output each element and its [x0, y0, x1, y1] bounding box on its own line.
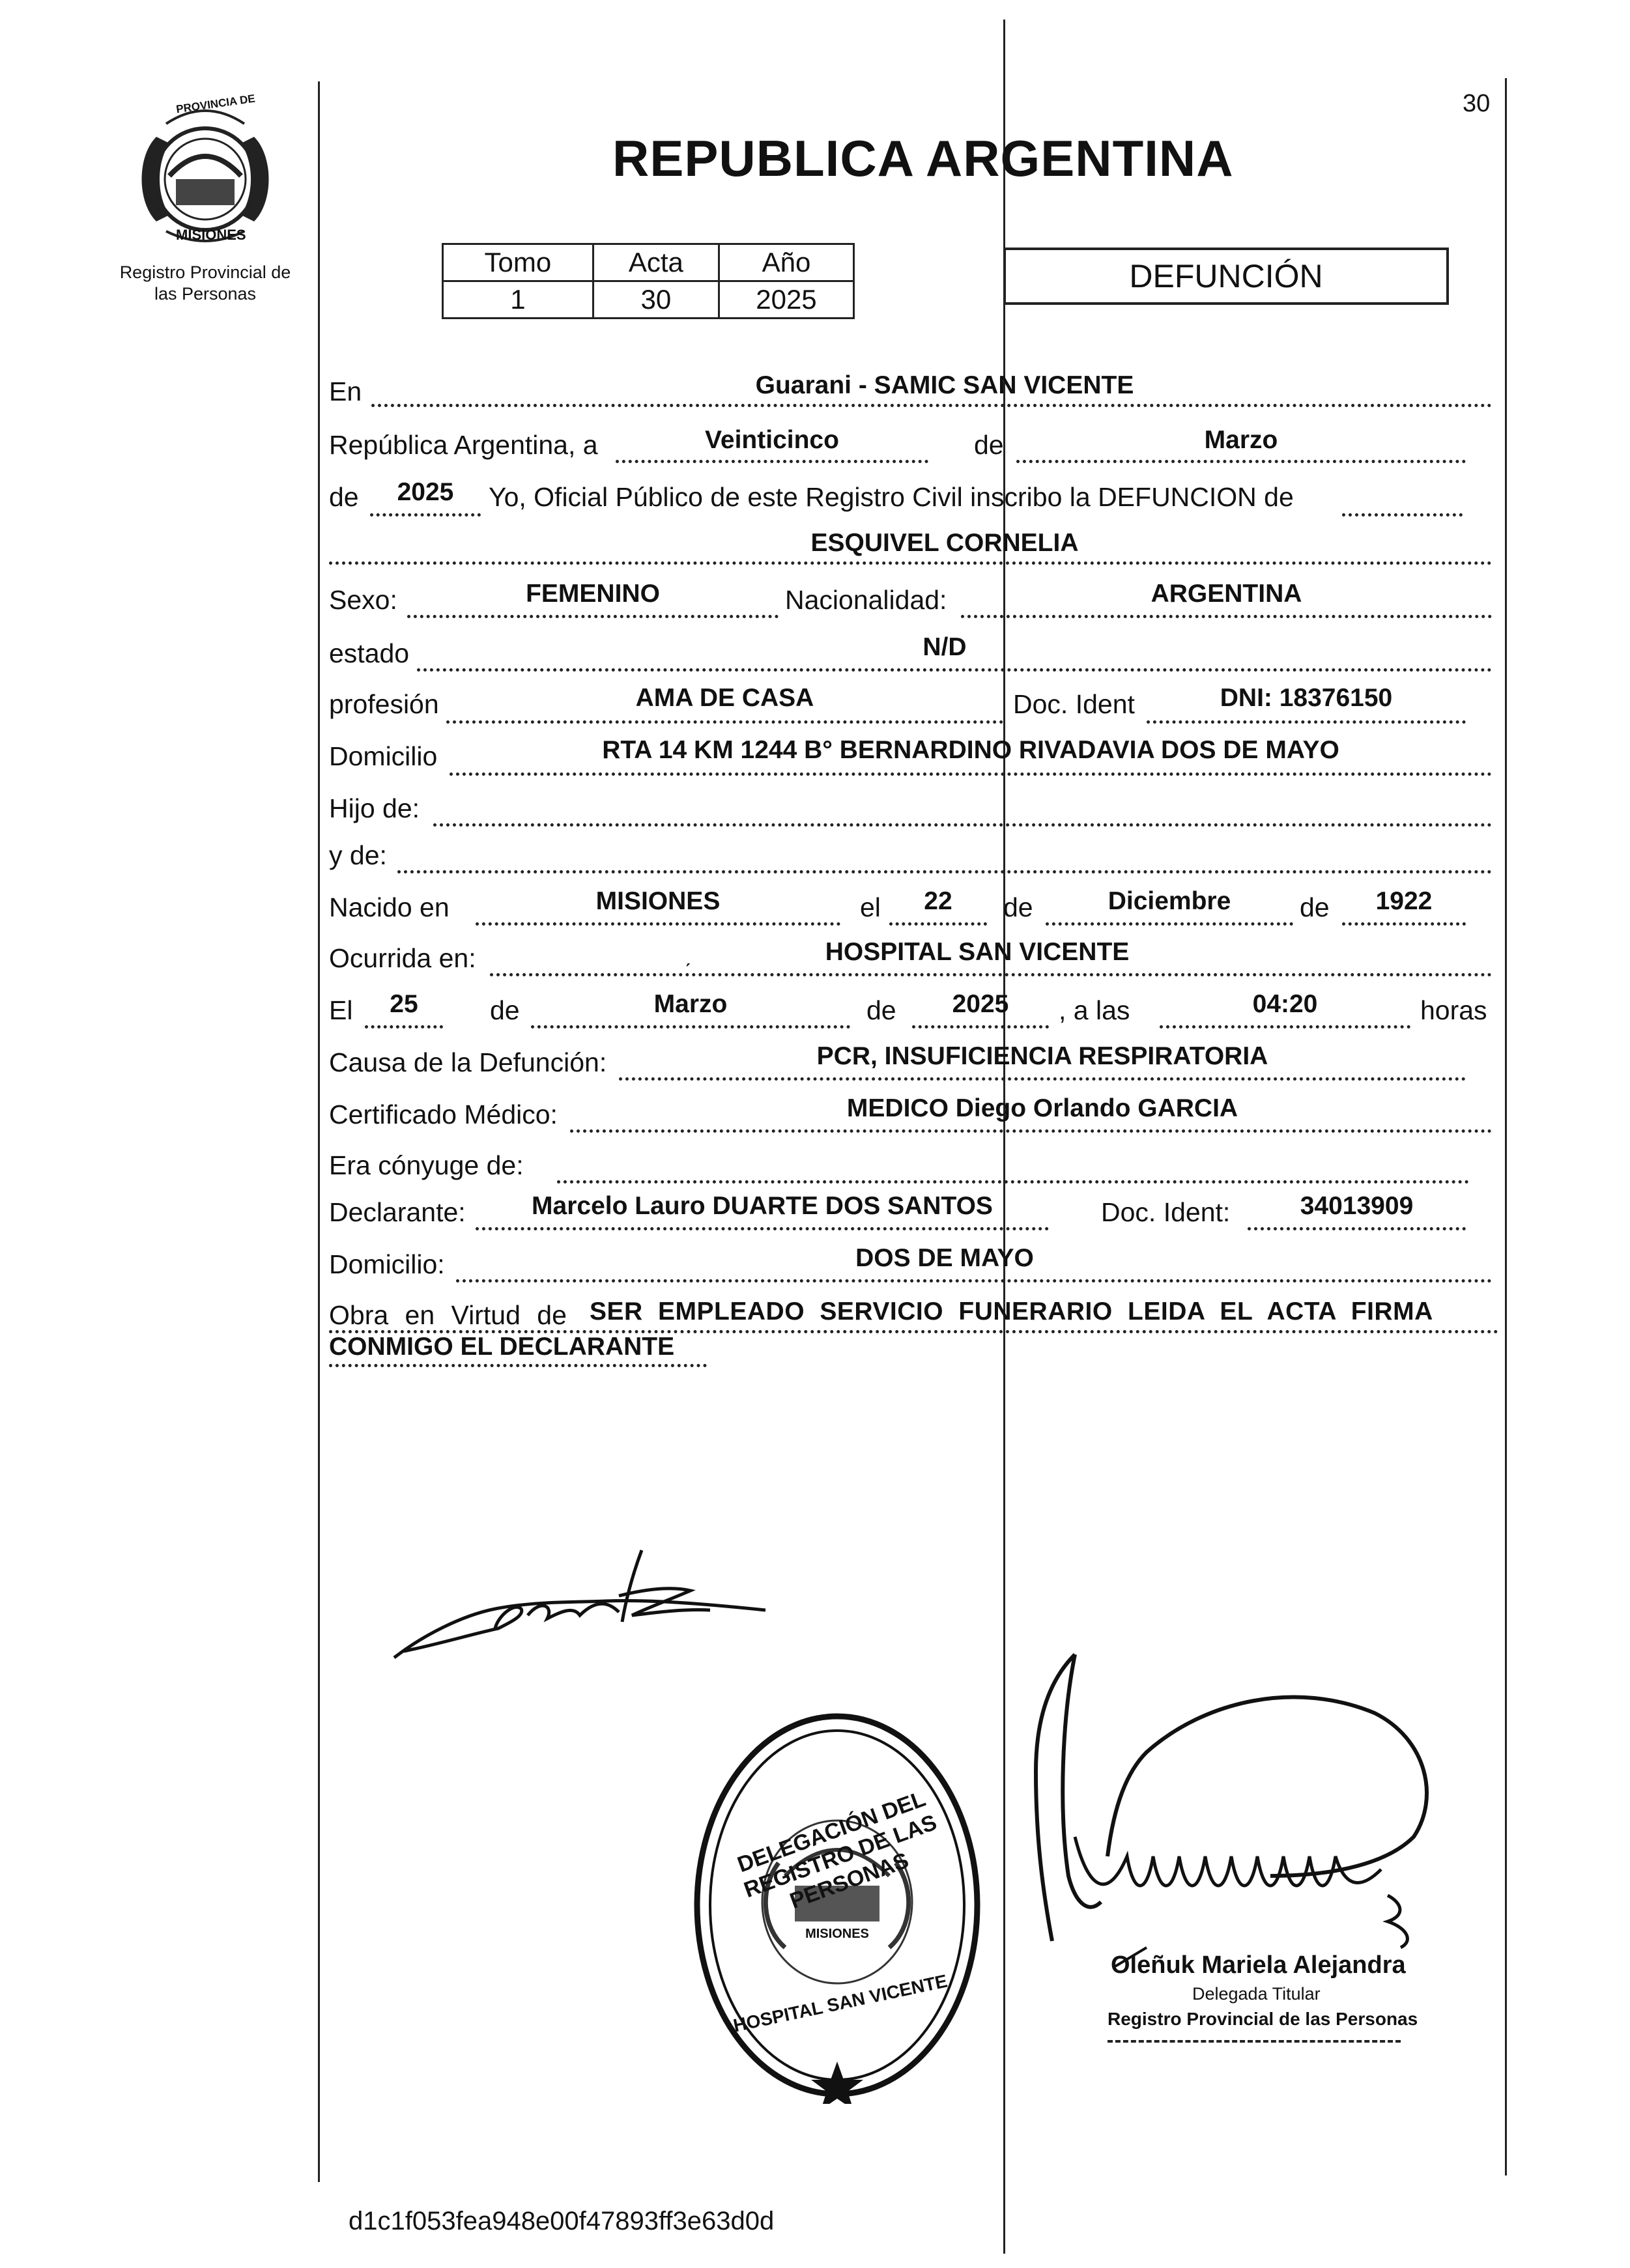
sexo-value: FEMENINO	[526, 580, 660, 608]
domicilio2-label: Domicilio:	[329, 1249, 445, 1279]
def-el-label: El	[329, 995, 353, 1025]
certificado-label: Certificado Médico:	[329, 1099, 558, 1129]
hijo-label: Hijo de:	[329, 793, 420, 823]
nacido-mes-line	[1046, 922, 1293, 926]
ocurrida-mark: ˏ	[684, 943, 691, 967]
office-name: Registro Provincial de las Personas	[119, 262, 291, 304]
acta-header: Acta	[593, 244, 719, 281]
registry-table	[442, 243, 855, 319]
domicilio-label: Domicilio	[329, 741, 438, 771]
def-de-label-2: de	[866, 995, 896, 1025]
nacido-label: Nacido en	[329, 892, 450, 922]
nacido-anio: 1922	[1375, 887, 1433, 915]
horas-label: horas	[1420, 995, 1487, 1025]
official-signature	[997, 1641, 1479, 1967]
domicilio2-line	[456, 1279, 1492, 1283]
seal-text-bottom: MISIONES	[176, 227, 246, 243]
statement-text: Yo, Oficial Público de este Registro Civil inscribo la DEFUNCION de	[489, 482, 1294, 512]
profesion-line	[446, 720, 1003, 724]
domicilio2-value: DOS DE MAYO	[855, 1244, 1034, 1272]
doc-ident-line	[1147, 720, 1466, 724]
de-label: de	[974, 430, 1004, 460]
official-underline	[1108, 2040, 1401, 2043]
seal-text-top: PROVINCIA DE	[175, 92, 256, 116]
acta-value: 30	[593, 281, 719, 319]
hijo-line	[433, 823, 1492, 827]
deceased-name: ESQUIVEL CORNELIA	[810, 529, 1079, 557]
stamp-seal-text: MISIONES	[805, 1927, 869, 1941]
republica-label: República Argentina, a	[329, 430, 598, 460]
declarante-label: Declarante:	[329, 1197, 466, 1227]
nacido-lugar: MISIONES	[595, 887, 721, 915]
certificado-line	[570, 1129, 1492, 1133]
day-words-value: Veinticinco	[705, 426, 839, 454]
official-role: Delegada Titular	[1192, 1984, 1321, 2004]
sexo-label: Sexo:	[329, 585, 397, 615]
ocurrida-line	[490, 973, 1492, 976]
obra-label: Obra en Virtud de	[329, 1300, 567, 1330]
def-dia-line	[365, 1025, 443, 1028]
doc-ident2-line	[1248, 1227, 1466, 1230]
nacido-de-label: de	[1003, 892, 1033, 922]
declarant-signature	[384, 1537, 788, 1667]
def-mes: Marzo	[653, 990, 728, 1018]
doc-ident2-label: Doc. Ident:	[1101, 1197, 1231, 1227]
anio-value: 2025	[719, 281, 853, 319]
year-de-label: de	[329, 482, 359, 512]
page-number: 30	[1463, 90, 1491, 117]
nacido-dia-line	[889, 922, 987, 926]
en-line	[371, 404, 1492, 407]
stamp-inner-text: HOSPITAL SAN VICENTE	[731, 1970, 949, 2036]
right-margin-line	[1505, 78, 1507, 2176]
causa-value: PCR, INSUFICIENCIA RESPIRATORIA	[816, 1042, 1268, 1070]
profesion-label: profesión	[329, 689, 439, 719]
obra-value-1: SER EMPLEADO SERVICIO FUNERARIO LEIDA EL ACTA FIRMA	[590, 1297, 1433, 1325]
declarante-line	[476, 1227, 1049, 1230]
nacido-anio-line	[1342, 922, 1466, 926]
month-value: Marzo	[1204, 426, 1278, 454]
sexo-line	[407, 615, 779, 618]
delegation-stamp	[687, 1707, 994, 2104]
def-anio-line	[912, 1025, 1049, 1028]
tomo-value: 1	[443, 281, 593, 319]
nacido-dia: 22	[924, 887, 952, 915]
official-office: Registro Provincial de las Personas	[1108, 2009, 1418, 2029]
def-dia: 25	[390, 990, 418, 1018]
year-line	[370, 513, 481, 517]
day-words-line	[616, 460, 928, 463]
nacido-lugar-line	[476, 922, 840, 926]
conyuge-label: Era cónyuge de:	[329, 1150, 524, 1180]
domicilio-line	[450, 773, 1492, 776]
yde-line	[397, 870, 1492, 873]
en-value: Guarani - SAMIC SAN VICENTE	[755, 371, 1134, 399]
en-label: En	[329, 376, 362, 406]
nacionalidad-value: ARGENTINA	[1151, 580, 1302, 608]
profesion-value: AMA DE CASA	[635, 684, 814, 712]
causa-label: Causa de la Defunción:	[329, 1047, 607, 1077]
stamp-ring-text: DELEGACIÓN DEL REGISTRO DE LAS PERSONAS	[734, 1786, 940, 1914]
certificado-value: MEDICO Diego Orlando GARCIA	[846, 1094, 1238, 1122]
doc-ident2-value: 34013909	[1300, 1192, 1414, 1220]
obra-value-2: CONMIGO EL DECLARANTE	[329, 1333, 675, 1361]
tomo-header: Tomo	[443, 244, 593, 281]
ocurrida-label: Ocurrida en:	[329, 943, 476, 973]
page-title: REPUBLICA ARGENTINA	[612, 130, 1234, 187]
month-line	[1016, 460, 1466, 463]
nacido-mes: Diciembre	[1108, 887, 1231, 915]
def-hora: 04:20	[1252, 990, 1318, 1018]
ocurrida-value: HOSPITAL SAN VICENTE	[825, 938, 1130, 966]
obra-line-2	[329, 1364, 707, 1367]
province-seal	[130, 91, 280, 254]
nacionalidad-label: Nacionalidad:	[785, 585, 947, 615]
def-hora-line	[1160, 1025, 1410, 1028]
anio-header: Año	[719, 244, 853, 281]
causa-line	[619, 1077, 1466, 1081]
year-value: 2025	[397, 478, 454, 506]
def-anio: 2025	[952, 990, 1009, 1018]
act-type-box: DEFUNCIÓN	[1003, 248, 1449, 305]
nacido-el-label: el	[860, 892, 881, 922]
conyuge-line	[557, 1180, 1469, 1184]
domicilio-value: RTA 14 KM 1244 B° BERNARDINO RIVADAVIA DOS DE MAYO	[602, 736, 1339, 764]
estado-label: estado	[329, 638, 410, 668]
left-margin-line	[318, 81, 320, 2182]
nacionalidad-line	[961, 615, 1492, 618]
official-name: Oleñuk Mariela Alejandra	[1111, 1951, 1406, 1979]
def-de-label: de	[490, 995, 520, 1025]
yde-label: y de:	[329, 840, 387, 870]
estado-line	[417, 668, 1492, 672]
deceased-name-line	[329, 561, 1492, 565]
def-mes-line	[531, 1025, 850, 1028]
alas-label: , a las	[1059, 995, 1130, 1025]
statement-line	[1342, 513, 1463, 517]
nacido-de-label-2: de	[1300, 892, 1330, 922]
doc-ident-label: Doc. Ident	[1013, 689, 1135, 719]
estado-value: N/D	[922, 633, 967, 661]
document-hash: d1c1f053fea948e00f47893ff3e63d0d	[349, 2207, 775, 2235]
doc-ident-value: DNI: 18376150	[1220, 684, 1393, 712]
declarante-value: Marcelo Lauro DUARTE DOS SANTOS	[532, 1192, 993, 1220]
